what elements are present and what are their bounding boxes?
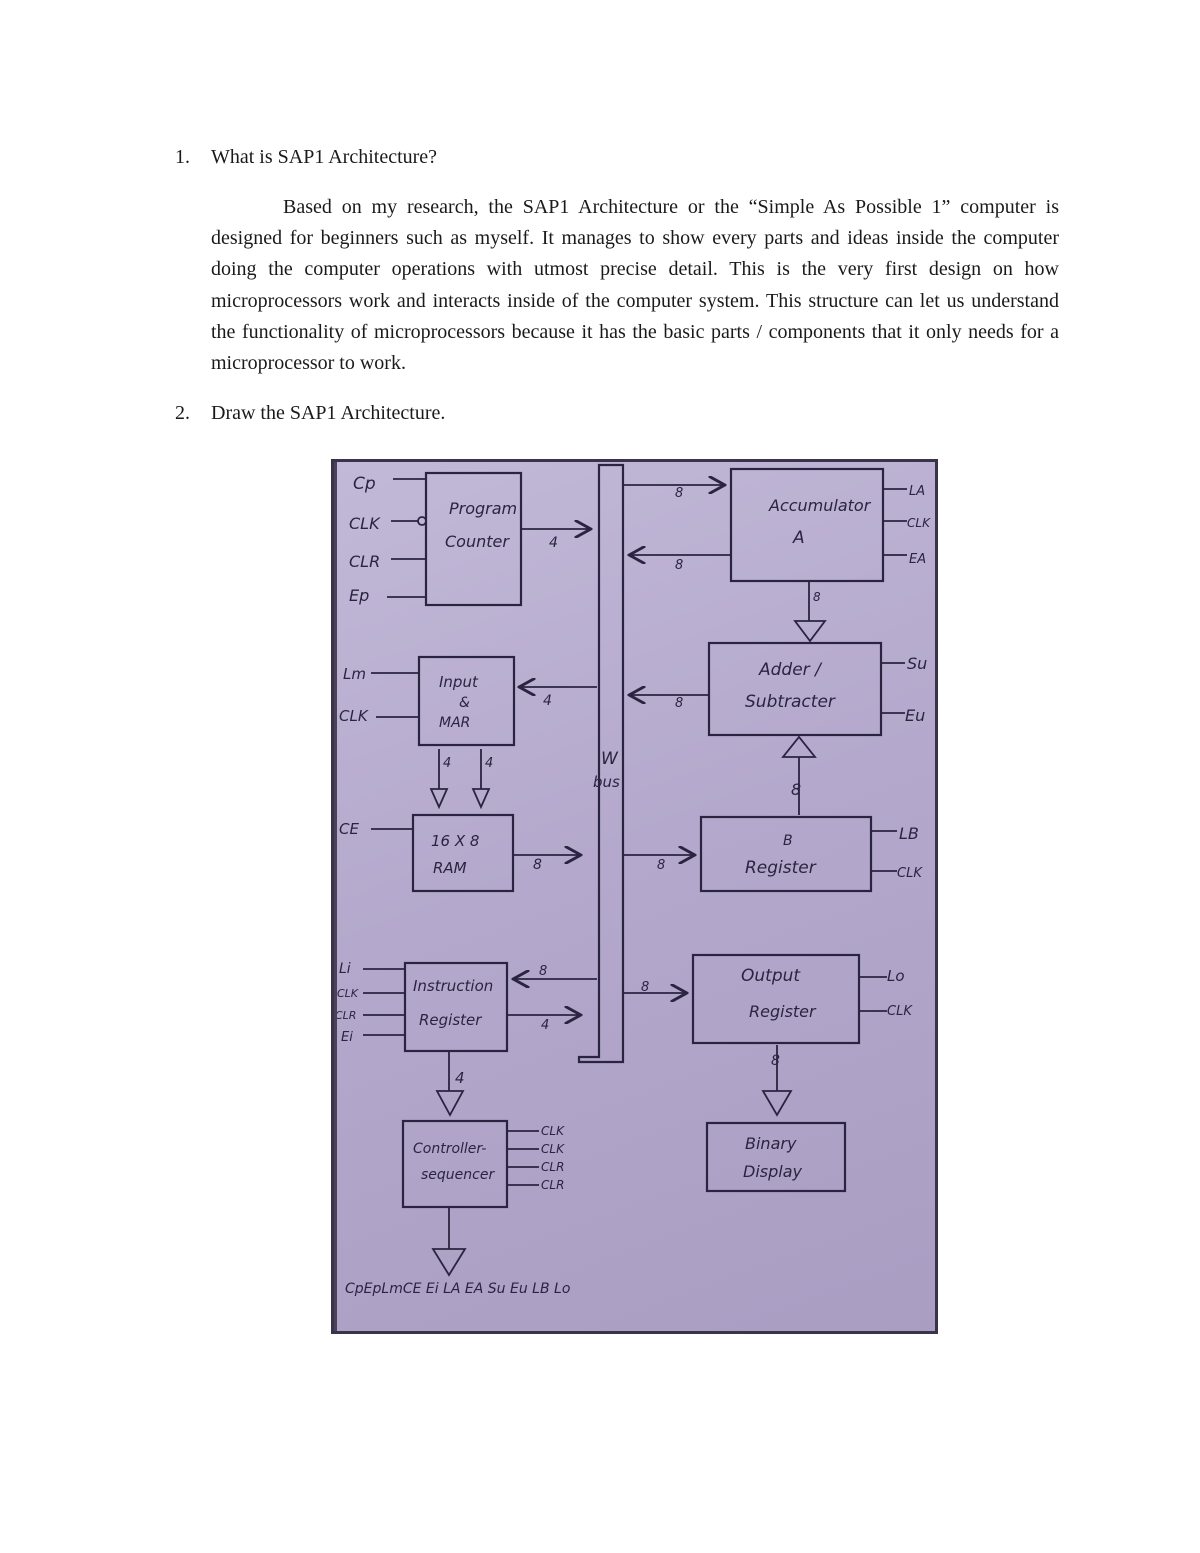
signal-label: CLK: [541, 1142, 564, 1156]
bus-width-label: 4: [443, 756, 452, 771]
signal-label: CLK: [339, 707, 368, 725]
signal-label: Lm: [343, 665, 366, 683]
block-label: Counter: [445, 532, 509, 551]
signal-label: Ei: [341, 1030, 353, 1045]
block-label: Program: [449, 499, 518, 518]
signal-label: Lo: [887, 967, 905, 985]
signal-label: CLK: [887, 1004, 912, 1019]
block-label: Output: [741, 966, 801, 986]
signal-label: CLK: [337, 987, 359, 1000]
question-text: What is SAP1 Architecture?: [211, 146, 438, 168]
block-label: B: [783, 833, 793, 849]
signal-label: CLK: [897, 866, 922, 881]
bus-width-label: 8: [675, 486, 684, 501]
block-label: Accumulator: [769, 496, 871, 515]
bus-width-label: 8: [533, 857, 542, 873]
block-label: Controller-: [413, 1141, 487, 1157]
bus-width-label: 4: [549, 535, 558, 551]
question-1: [175, 142, 437, 173]
w-bus-label: bus: [593, 773, 620, 791]
signal-label: CE: [339, 820, 359, 838]
bus-width-label: 8: [813, 590, 821, 604]
signal-label: EA: [909, 552, 927, 567]
answer-paragraph: Based on my research, the SAP1 Architecture or the “Simple As Possible 1” computer is designed for beginners such as myself. It manages to show every parts and ideas inside the computer doing the computer operations with utmost precise detail. This is the very first design on how microprocessors work and interacts inside of the computer system. This structure can let us understand the functionality of microprocessors because it has the basic parts / components that it only needs for a microprocessor to work.: [211, 196, 1059, 375]
block-label: 16 X 8: [431, 832, 480, 850]
bus-width-label: 4: [543, 693, 552, 709]
block-label: Display: [743, 1162, 802, 1181]
bus-width-label: 8: [771, 1053, 780, 1069]
block-label: Register: [745, 858, 816, 878]
question-number: 1.: [175, 146, 190, 168]
bus-width-label: 4: [455, 1069, 465, 1087]
block-label: sequencer: [421, 1167, 495, 1183]
signal-label: Li: [339, 961, 351, 977]
signal-label: CLR: [349, 552, 381, 571]
bus-width-label: 8: [791, 780, 802, 799]
bus-width-label: 8: [657, 858, 666, 873]
block-label: Register: [419, 1011, 482, 1029]
w-bus-label: W: [601, 749, 618, 769]
bus-width-label: 4: [541, 1018, 550, 1033]
signal-label: Eu: [905, 706, 926, 725]
bus-width-label: 8: [675, 696, 684, 711]
block-label: Instruction: [413, 977, 494, 995]
sap1-diagram-photo: [331, 459, 938, 1334]
block-label: Binary: [745, 1134, 797, 1153]
signal-label: CLR: [541, 1160, 565, 1174]
signal-label: Ep: [349, 586, 370, 605]
block-label: Adder /: [759, 660, 821, 680]
signal-label: CLR: [541, 1178, 565, 1192]
bus-width-label: 8: [675, 558, 684, 573]
control-word: CpEpLmCE Ei LA EA Su Eu LB Lo: [345, 1281, 571, 1297]
question-number: 2.: [175, 402, 190, 424]
signal-label: CLK: [907, 516, 930, 530]
signal-label: LB: [899, 824, 919, 843]
bus-width-label: 8: [641, 980, 650, 995]
block-label: Register: [749, 1002, 816, 1021]
question-2: [175, 398, 445, 429]
block-label: RAM: [433, 859, 467, 877]
signal-label: CLR: [335, 1009, 357, 1022]
signal-label: Cp: [353, 474, 376, 494]
signal-label: CLK: [541, 1124, 564, 1138]
block-label: MAR: [439, 715, 471, 731]
photo-frame: [331, 459, 938, 1334]
question-text: Draw the SAP1 Architecture.: [211, 402, 446, 424]
signal-label: CLK: [349, 514, 380, 533]
block-label: &: [459, 695, 470, 711]
block-label: Input: [439, 673, 478, 691]
signal-label: LA: [909, 484, 926, 499]
signal-label: Su: [907, 654, 928, 673]
block-label: Subtracter: [745, 692, 835, 712]
bus-width-label: 4: [485, 756, 494, 771]
bus-width-label: 8: [539, 964, 548, 979]
block-label: A: [793, 528, 805, 548]
